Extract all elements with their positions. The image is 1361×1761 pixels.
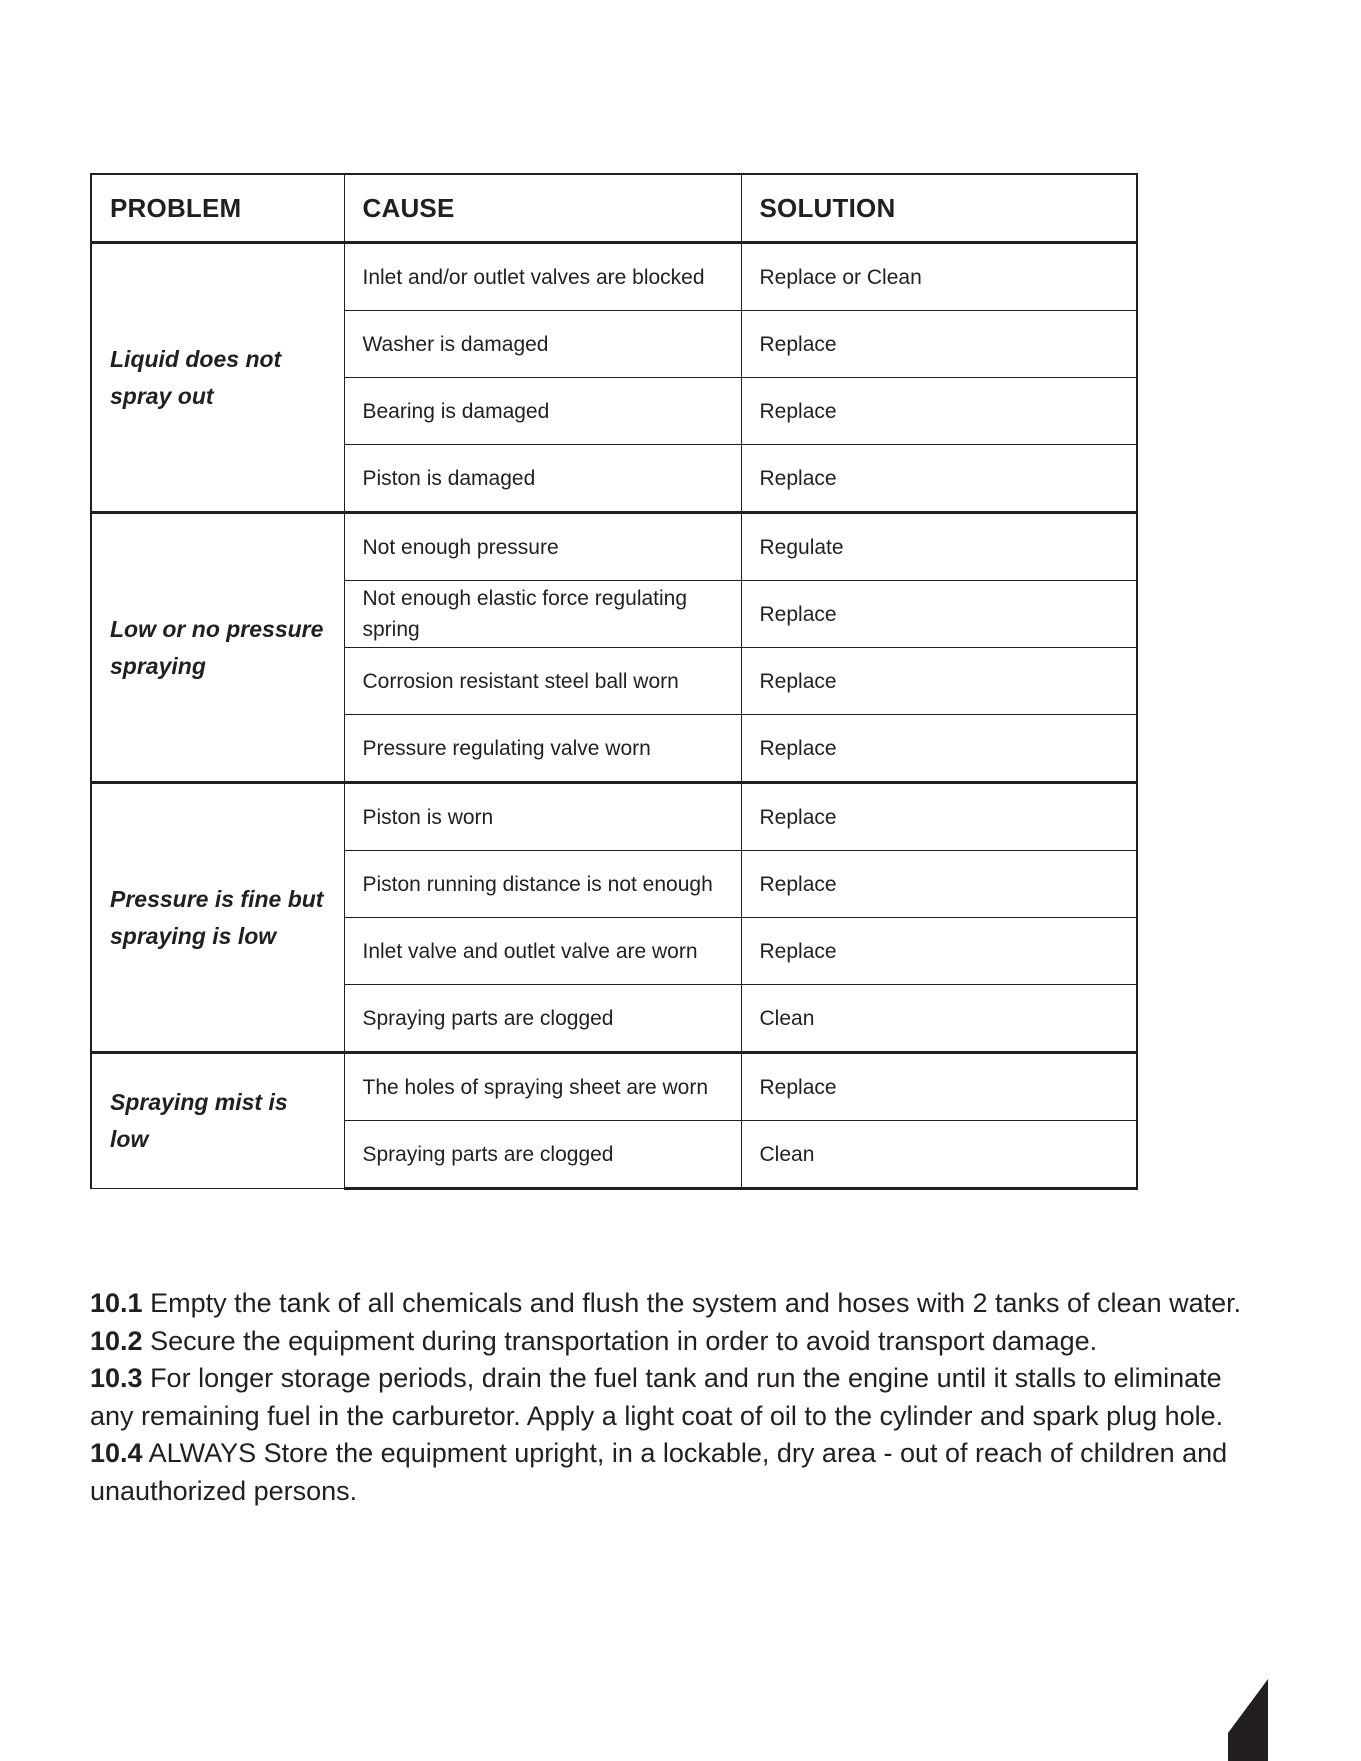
solution-cell: Clean — [741, 1121, 1137, 1189]
cause-cell: Pressure regulating valve worn — [344, 715, 741, 783]
solution-cell: Replace — [741, 378, 1137, 445]
note-number: 10.4 — [90, 1438, 143, 1468]
cause-cell: Not enough elastic force regulating spring — [344, 581, 741, 648]
solution-cell: Replace — [741, 715, 1137, 783]
page-corner-triangle-icon — [1228, 1679, 1268, 1761]
note-text: Empty the tank of all chemicals and flush the system and hoses with 2 tanks of clean water. — [142, 1288, 1242, 1318]
cause-cell: Inlet valve and outlet valve are worn — [344, 918, 741, 985]
note-number: 10.2 — [90, 1325, 143, 1356]
note-number: 10.3 — [90, 1363, 143, 1393]
solution-cell: Replace — [741, 581, 1137, 648]
cause-cell: Spraying parts are clogged — [344, 985, 741, 1053]
solution-cell: Replace or Clean — [741, 243, 1137, 311]
problem-cell: Low or no pressure spraying — [91, 513, 344, 783]
note-10-1 — [90, 1285, 1270, 1323]
solution-cell: Replace — [741, 445, 1137, 513]
cause-cell: Piston running distance is not enough — [344, 851, 741, 918]
note-text: For longer storage periods, drain the fuel tank and run the engine until it stalls to eliminate any remaining fuel in the carburetor. Apply a light coat of oil to the cylinder and spark plug hole. — [90, 1363, 1224, 1431]
solution-cell: Clean — [741, 985, 1137, 1053]
solution-cell: Replace — [741, 851, 1137, 918]
table-row — [91, 1053, 1137, 1121]
note-number: 10.1 — [90, 1288, 143, 1318]
cause-cell: Not enough pressure — [344, 513, 741, 581]
solution-cell: Replace — [741, 1053, 1137, 1121]
note-10-3 — [90, 1360, 1270, 1435]
solution-cell: Replace — [741, 311, 1137, 378]
cause-cell: Bearing is damaged — [344, 378, 741, 445]
cause-cell: Spraying parts are clogged — [344, 1121, 741, 1189]
note-text: Secure the equipment during transportation in order to avoid transport damage. — [142, 1325, 1098, 1356]
note-10-4 — [90, 1435, 1270, 1510]
problem-cell: Liquid does not spray out — [91, 243, 344, 513]
solution-column-header: SOLUTION — [741, 174, 1137, 243]
table-row — [91, 783, 1137, 851]
solution-cell: Replace — [741, 648, 1137, 715]
solution-cell: Regulate — [741, 513, 1137, 581]
note-10-2 — [90, 1323, 1270, 1361]
cause-cell: Inlet and/or outlet valves are blocked — [344, 243, 741, 311]
note-text: ALWAYS Store the equipment upright, in a lockable, dry area - out of reach of children and unauthorized persons. — [90, 1438, 1228, 1506]
cause-cell: Piston is worn — [344, 783, 741, 851]
table-header-row — [91, 174, 1137, 243]
problem-cell: Spraying mist is low — [91, 1053, 344, 1189]
solution-cell: Replace — [741, 918, 1137, 985]
troubleshooting-table — [90, 173, 1138, 1190]
solution-cell: Replace — [741, 783, 1137, 851]
cause-cell: Corrosion resistant steel ball worn — [344, 648, 741, 715]
storage-notes — [90, 1285, 1270, 1510]
cause-cell: Piston is damaged — [344, 445, 741, 513]
table-row — [91, 513, 1137, 581]
cause-cell: Washer is damaged — [344, 311, 741, 378]
problem-cell: Pressure is fine but spraying is low — [91, 783, 344, 1053]
cause-cell: The holes of spraying sheet are worn — [344, 1053, 741, 1121]
cause-column-header: CAUSE — [344, 174, 741, 243]
table-row — [91, 243, 1137, 311]
problem-column-header: PROBLEM — [91, 174, 344, 243]
